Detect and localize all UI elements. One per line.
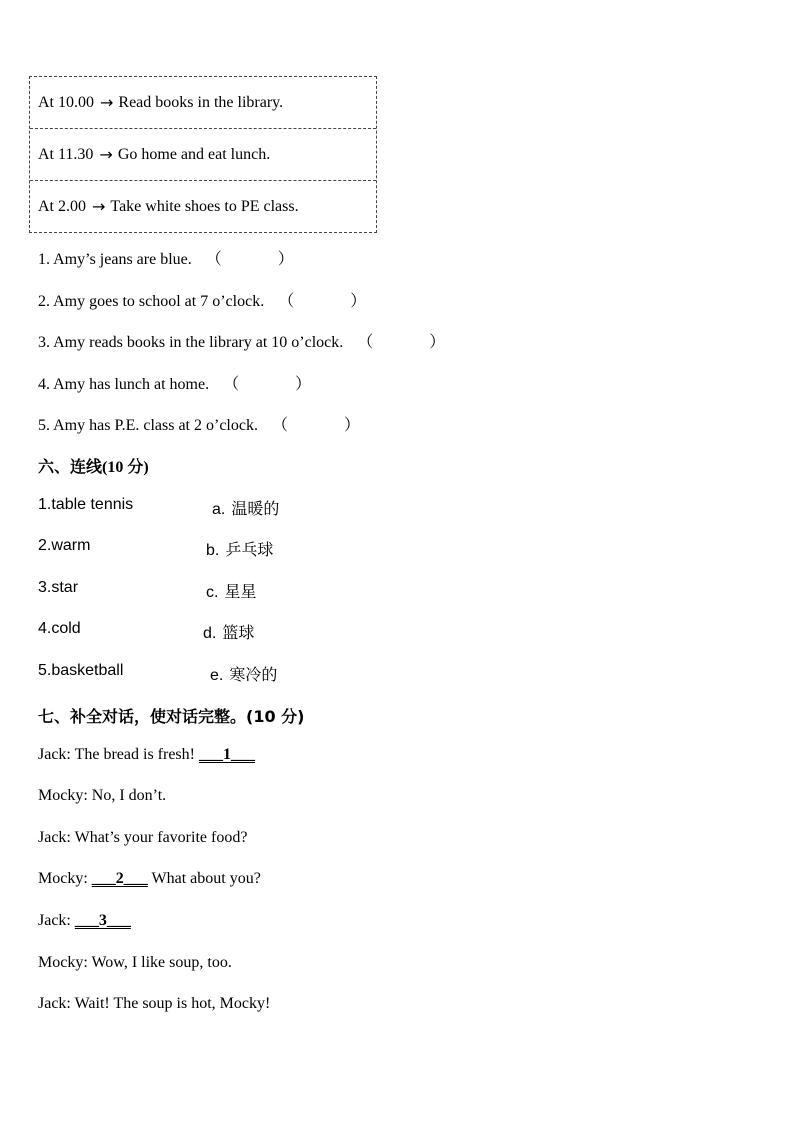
judge-item xyxy=(38,288,366,311)
schedule-row xyxy=(30,77,376,129)
dialogue-text-after: What about you? xyxy=(147,870,261,887)
dialogue-text: Jack: The bread is fresh! xyxy=(38,746,199,763)
section-6-title: 六、连线 xyxy=(38,457,103,476)
match-letter: b. xyxy=(206,542,220,559)
schedule-row xyxy=(30,129,376,181)
answer-bracket[interactable]: （ ） xyxy=(278,293,367,310)
match-letter: a. xyxy=(212,501,226,518)
section-6-heading xyxy=(38,454,149,477)
dialogue-line xyxy=(38,870,261,888)
match-right-item[interactable] xyxy=(206,579,256,602)
judge-item xyxy=(38,329,445,352)
arrow-right-icon: → xyxy=(92,197,106,216)
match-right-item[interactable] xyxy=(212,496,279,519)
answer-bracket[interactable]: （ ） xyxy=(271,417,360,434)
judge-statement: 5. Amy has P.E. class at 2 o’clock. xyxy=(38,417,258,434)
match-word: 乒乓球 xyxy=(225,542,274,559)
judge-statement: 3. Amy reads books in the library at 10 o’clock. xyxy=(38,334,344,351)
match-word: 寒冷的 xyxy=(229,667,278,684)
dialogue-text: Jack: What’s your favorite food? xyxy=(38,829,248,846)
dialogue-line xyxy=(38,912,131,930)
dialogue-line xyxy=(38,954,232,972)
match-left-item[interactable]: 1.table tennis xyxy=(38,496,134,513)
arrow-right-icon: → xyxy=(99,145,113,164)
schedule-time: At 11.30 xyxy=(38,145,94,163)
dialogue-blank[interactable]: ___3___ xyxy=(74,912,131,929)
dialogue-text: Mocky: xyxy=(38,870,92,887)
schedule-activity: Read books in the library. xyxy=(118,93,284,111)
judge-statement: 2. Amy goes to school at 7 o’clock. xyxy=(38,293,265,310)
section-6-score: (10 分) xyxy=(102,459,149,476)
schedule-time: At 2.00 xyxy=(38,197,86,215)
dialogue-blank[interactable]: ___2___ xyxy=(91,870,148,887)
dialogue-line xyxy=(38,787,166,805)
dialogue-text: Jack: Wait! The soup is hot, Mocky! xyxy=(38,995,271,1012)
match-word: 温暖的 xyxy=(231,501,280,518)
schedule-activity: Take white shoes to PE class. xyxy=(110,197,299,215)
schedule-box xyxy=(29,76,377,233)
match-letter: e. xyxy=(210,667,224,684)
match-right-item[interactable] xyxy=(206,537,273,560)
match-left-item[interactable]: 2.warm xyxy=(38,537,91,554)
match-letter: d. xyxy=(203,625,217,642)
match-word: 星星 xyxy=(224,584,257,601)
answer-bracket[interactable]: （ ） xyxy=(357,334,446,351)
match-left-item[interactable]: 5.basketball xyxy=(38,662,124,679)
schedule-time: At 10.00 xyxy=(38,93,94,111)
match-left-item[interactable]: 4.cold xyxy=(38,620,81,637)
judge-item xyxy=(38,412,360,435)
answer-bracket[interactable]: （ ） xyxy=(205,251,294,268)
schedule-row xyxy=(30,181,376,232)
section-7-heading: 七、补全对话，使对话完整。(10 分) xyxy=(38,707,305,726)
dialogue-text: Mocky: Wow, I like soup, too. xyxy=(38,954,232,971)
judge-statement: 4. Amy has lunch at home. xyxy=(38,376,210,393)
match-right-item[interactable] xyxy=(203,620,254,643)
dialogue-line xyxy=(38,829,247,847)
match-word: 篮球 xyxy=(222,625,255,642)
match-letter: c. xyxy=(206,584,219,601)
match-right-item[interactable] xyxy=(210,662,277,685)
judge-statement: 1. Amy’s jeans are blue. xyxy=(38,251,192,268)
dialogue-text: Mocky: No, I don’t. xyxy=(38,787,167,804)
dialogue-blank[interactable]: ___1___ xyxy=(198,746,255,763)
schedule-activity: Go home and eat lunch. xyxy=(117,145,271,163)
answer-bracket[interactable]: （ ） xyxy=(223,376,312,393)
dialogue-line xyxy=(38,746,255,764)
arrow-right-icon: → xyxy=(100,93,114,112)
judge-item xyxy=(38,371,311,394)
match-left-item[interactable]: 3.star xyxy=(38,579,79,596)
dialogue-text: Jack: xyxy=(38,912,75,929)
dialogue-line xyxy=(38,995,270,1013)
judge-item xyxy=(38,246,294,269)
